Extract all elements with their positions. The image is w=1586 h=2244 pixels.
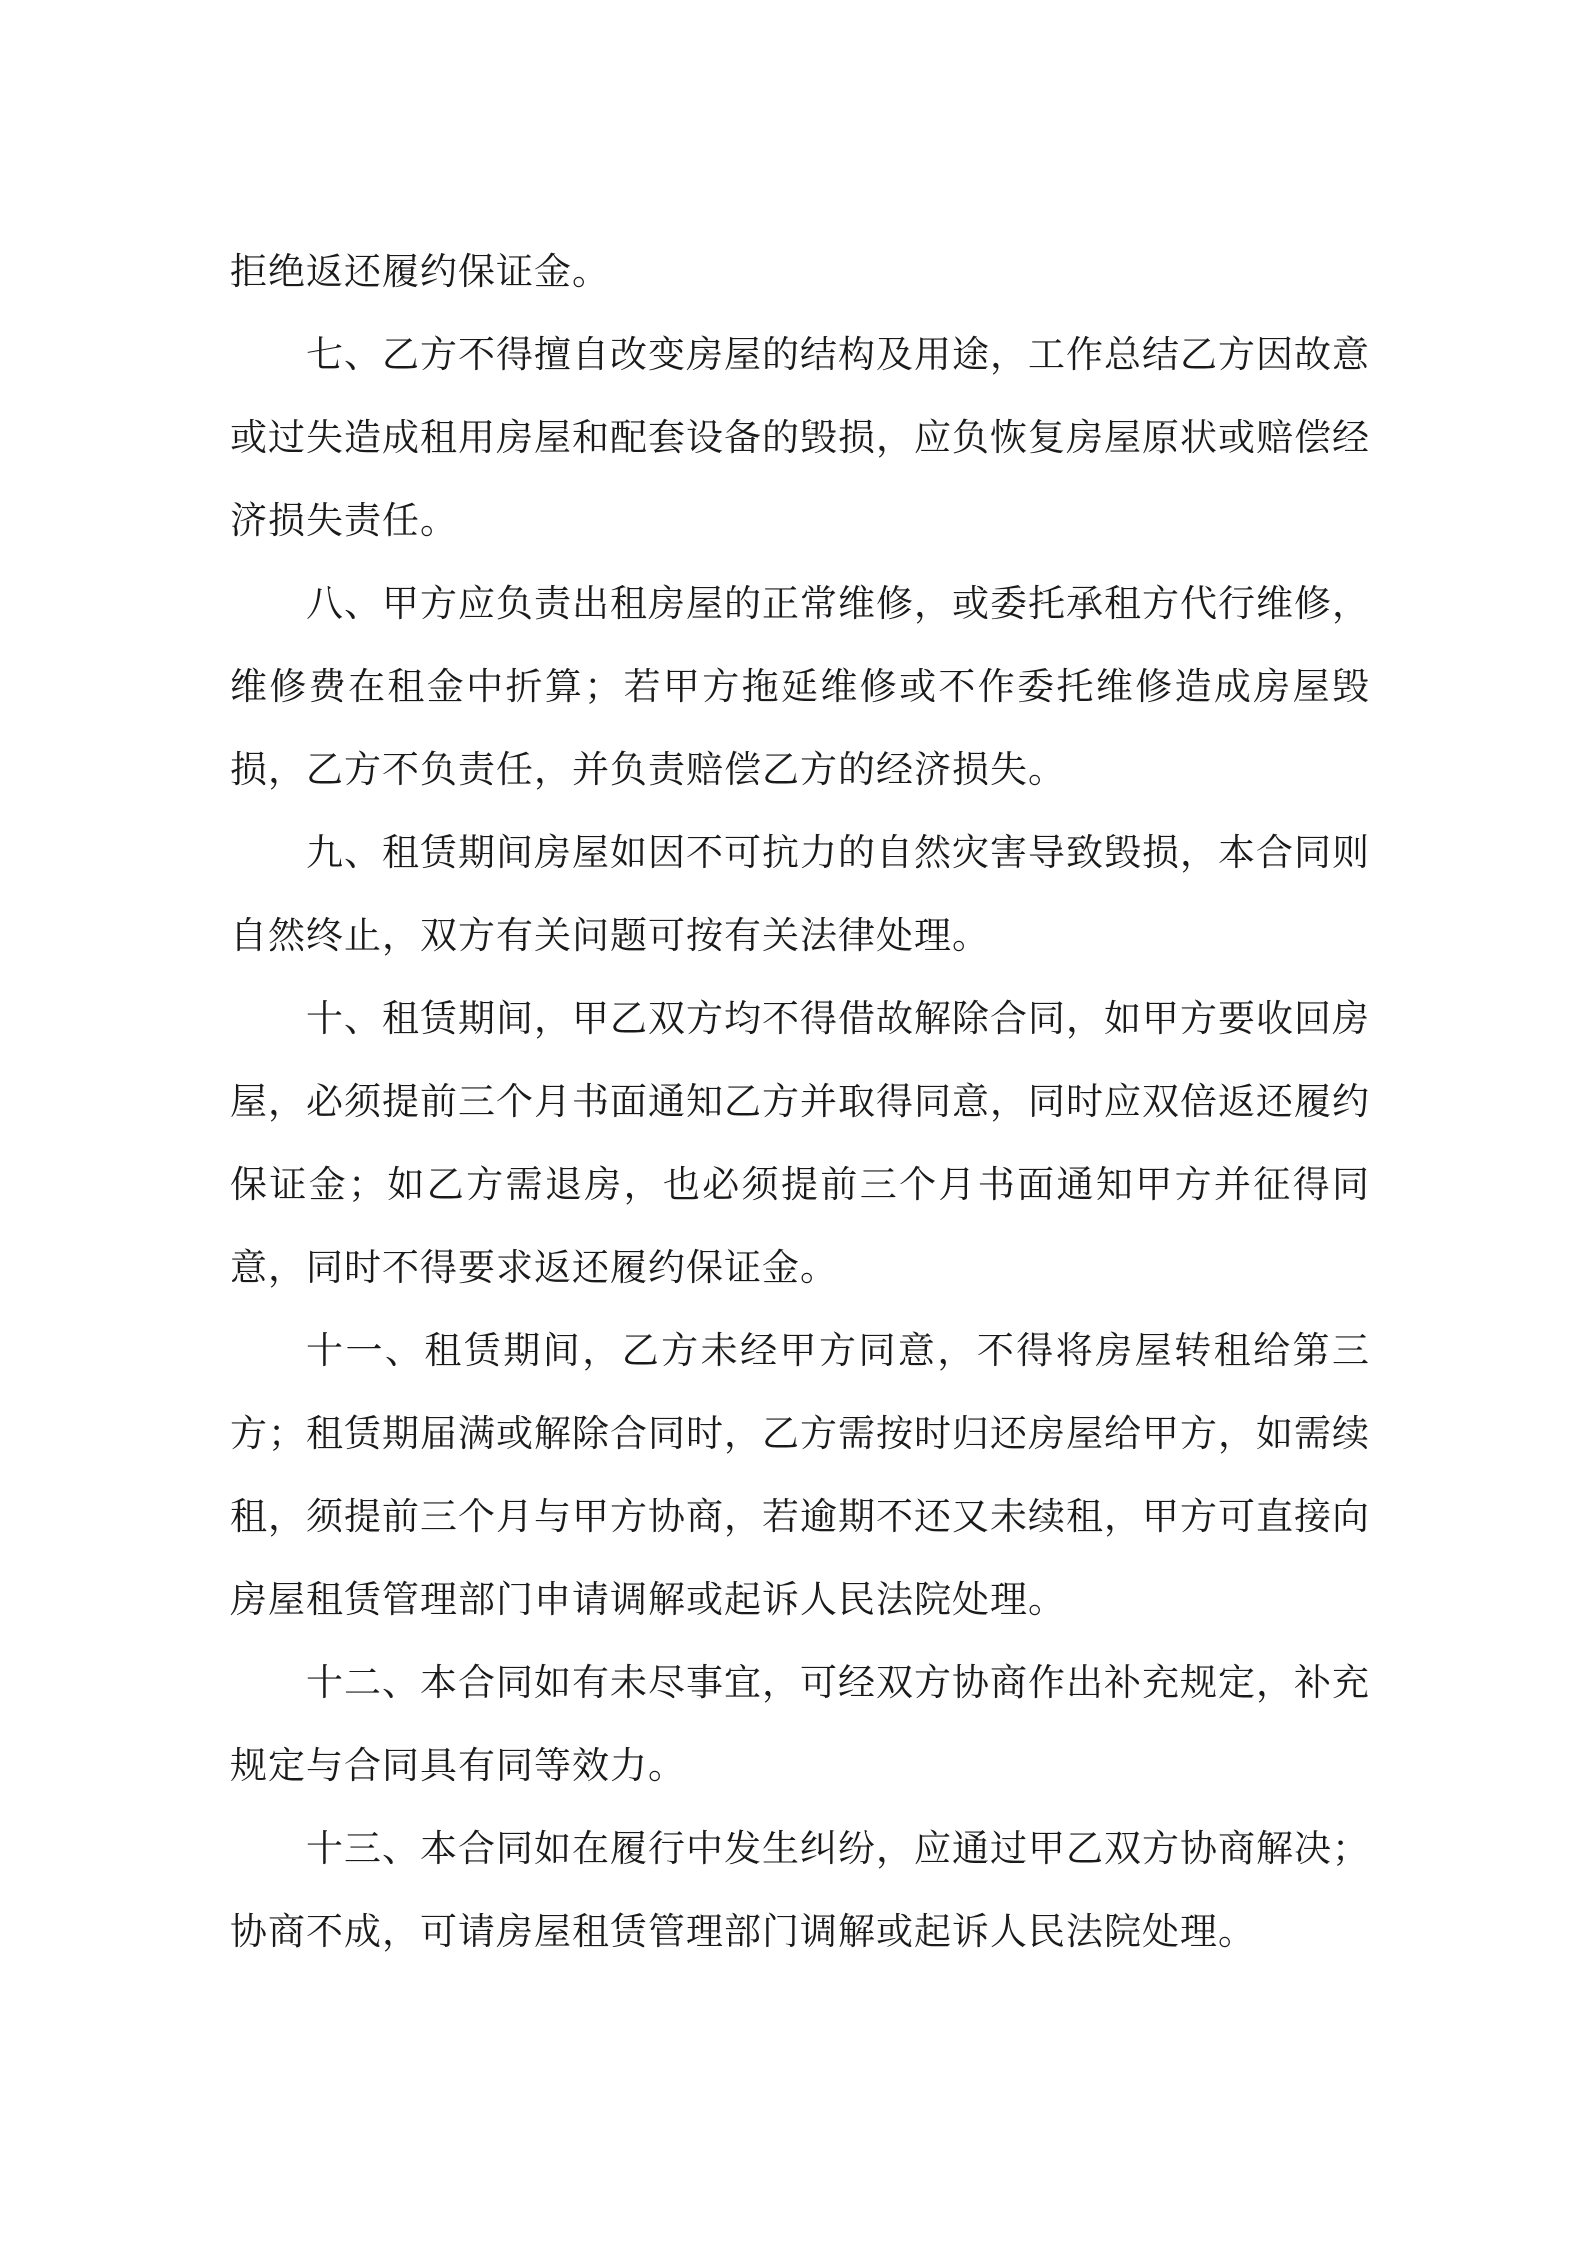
paragraph-clause-13: 十三、本合同如在履行中发生纠纷，应通过甲乙双方协商解决；协商不成，可请房屋租赁管理部门调解或起诉人民法院处理。 <box>230 1827 1370 1953</box>
paragraph-clause-10: 十、租赁期间，甲乙双方均不得借故解除合同，如甲方要收回房屋，必须提前三个月书面通知乙方并取得同意，同时应双倍返还履约保证金；如乙方需退房，也必须提前三个月书面通知甲方并征得同意，同时不得要求返还履约保证金。 <box>230 997 1370 1289</box>
paragraph-clause-12: 十二、本合同如有未尽事宜，可经双方协商作出补充规定，补充规定与合同具有同等效力。 <box>230 1661 1370 1787</box>
document-page <box>230 230 1370 1973</box>
paragraph-clause-11: 十一、租赁期间，乙方未经甲方同意，不得将房屋转租给第三方；租赁期届满或解除合同时，乙方需按时归还房屋给甲方，如需续租，须提前三个月与甲方协商，若逾期不还又未续租，甲方可直接向房屋租赁管理部门申请调解或起诉人民法院处理。 <box>230 1329 1370 1621</box>
paragraph-continuation: 拒绝返还履约保证金。 <box>230 250 610 293</box>
paragraph-clause-9: 九、租赁期间房屋如因不可抗力的自然灾害导致毁损，本合同则自然终止，双方有关问题可按有关法律处理。 <box>230 831 1370 957</box>
paragraph-clause-8: 八、甲方应负责出租房屋的正常维修，或委托承租方代行维修，维修费在租金中折算；若甲方拖延维修或不作委托维修造成房屋毁损，乙方不负责任，并负责赔偿乙方的经济损失。 <box>230 582 1370 791</box>
paragraph-clause-7: 七、乙方不得擅自改变房屋的结构及用途，工作总结乙方因故意或过失造成租用房屋和配套设备的毁损，应负恢复房屋原状或赔偿经济损失责任。 <box>230 333 1370 542</box>
